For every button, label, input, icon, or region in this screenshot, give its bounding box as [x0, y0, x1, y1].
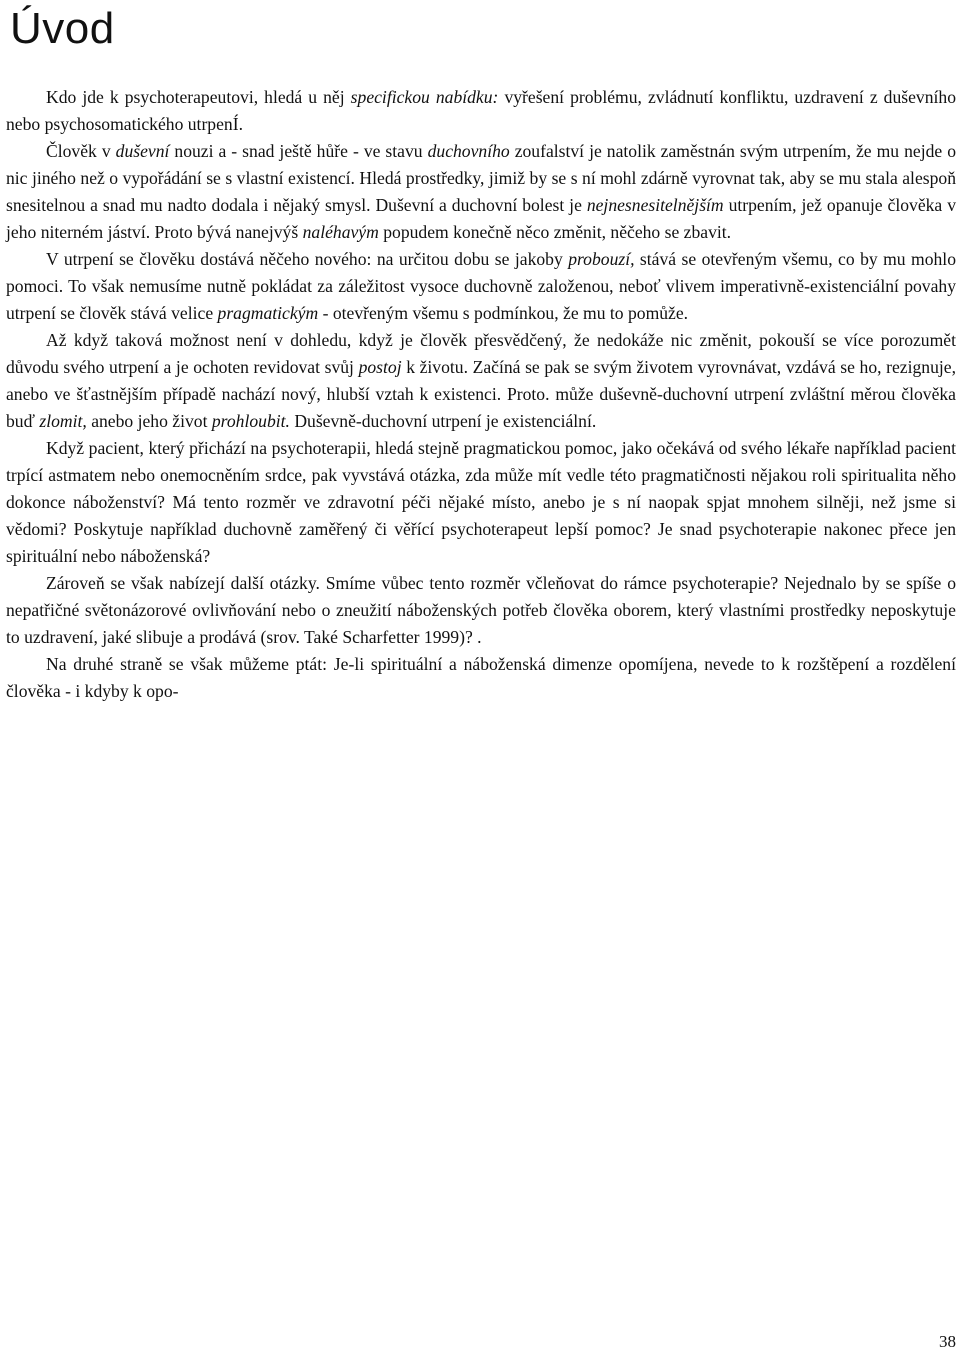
text-run: Zároveň se však nabízejí další otázky. Smíme vůbec tento rozměr včleňovat do rámce psychoterapie? Nejednalo by se spíše o nepatřičné světonázorové ovlivňování nebo o zneužití náboženských potřeb člověka oborem, který vlastními prostředky neposkytuje to uzdravení, jaké slibuje a prodává (srov. Také Scharfetter 1999)? .	[6, 573, 956, 647]
text-run: V utrpení se člověku dostává něčeho nového: na určitou dobu se jakoby	[46, 249, 569, 269]
body-text	[6, 84, 956, 705]
italic-text: duševní	[115, 141, 170, 161]
text-run: popudem konečně něco změnit, něčeho se zbavit.	[378, 222, 732, 242]
text-run: zoufalství je natolik zaměstnán svým utrpením, že mu nejde o nic jiného než o vypořádání se s vlastní existencí. Hledá prostředky, jimiž by se s ní mohl zdárně vyrovnat tak, aby se mu stala alespoň snesitelnou a snad mu nadto dodala i nějaký smysl. Duševní a duchovní bolest je	[6, 141, 956, 215]
italic-text: nejnesnesitelnějším	[586, 195, 724, 215]
text-run: stává se otevřeným všemu, co by mu mohlo pomoci. To však nemusíme nutně pokládat za záležitost vysoce duchovně založenou, neboť vlivem imperativně-existenciální povahy utrpení se člověk stává velice	[6, 249, 956, 323]
text-run: utrpením, jež opanuje člověka v jeho niterném jáství. Proto bývá nanejvýš	[6, 195, 956, 242]
text-run: nouzi a - snad ještě hůře - ve stavu	[169, 141, 428, 161]
text-run: anebo jeho život	[86, 411, 212, 431]
text-run: Když pacient, který přichází na psychoterapii, hledá stejně pragmatickou pomoc, jako očekává od svého lékaře například pacient trpící astmatem nebo onemocněním srdce, pak vyvstává otázka, zda může mít vedle této pragmatičnosti nějakou roli spiritualita něho dokonce náboženství? Má tento rozměr ve zdravotní péči nějaké místo, anebo je s ní naopak spjat mnohem silněji, než jsme si vědomi? Poskytuje například duchovně zaměřený či věřící psychoterapeut lepší pomoc? Je snad psychoterapie nakonec přece jen spirituální nebo náboženská?	[6, 438, 956, 566]
text-run: Duševně-duchovní utrpení je existenciální.	[289, 411, 597, 431]
text-run: Až když taková možnost není v dohledu, když je člověk přesvědčený, že nedokáže nic změnit, pokouší se více porozumět důvodu svého utrpení a je ochoten revidovat svůj	[6, 330, 956, 377]
italic-text: prohloubit.	[211, 411, 290, 431]
text-run: Kdo jde k psychoterapeutovi, hledá u něj	[46, 87, 351, 107]
text-run: - otevřeným všemu s podmínkou, že mu to pomůže.	[318, 303, 689, 323]
paragraph	[6, 435, 956, 570]
text-run: vyřešení problému, zvládnutí konfliktu, uzdravení z duševního nebo psychosomatického utrpenÍ.	[6, 87, 957, 134]
paragraph	[6, 84, 956, 138]
paragraph	[6, 246, 956, 327]
italic-text: pragmatickým	[217, 303, 319, 323]
italic-text: probouzí,	[568, 249, 635, 269]
paragraph	[6, 138, 956, 246]
italic-text: naléhavým	[302, 222, 379, 242]
paragraph	[6, 327, 956, 435]
paragraph	[6, 651, 956, 705]
text-run: Člověk v	[46, 141, 116, 161]
page-title: Úvod	[10, 4, 115, 53]
page-number: 38	[939, 1332, 956, 1351]
text-run: k životu. Začíná se pak se svým životem vyrovnávat, vzdává se ho, rezignuje, anebo ve šťastnějším případě nachází nový, hlubší vztah k existenci. Proto. může duševně-duchovní utrpení zvláštní měrou člověka buď	[6, 357, 956, 431]
italic-text: zlomit,	[39, 411, 87, 431]
italic-text: duchovního	[427, 141, 510, 161]
paragraph	[6, 570, 956, 651]
italic-text: specifickou nabídku:	[350, 87, 499, 107]
italic-text: postoj	[358, 357, 402, 377]
text-run: Na druhé straně se však můžeme ptát: Je-li spirituální a náboženská dimenze opomíjena, nevede to k rozštěpení a rozdělení člověka - i kdyby k opo-	[6, 654, 956, 701]
